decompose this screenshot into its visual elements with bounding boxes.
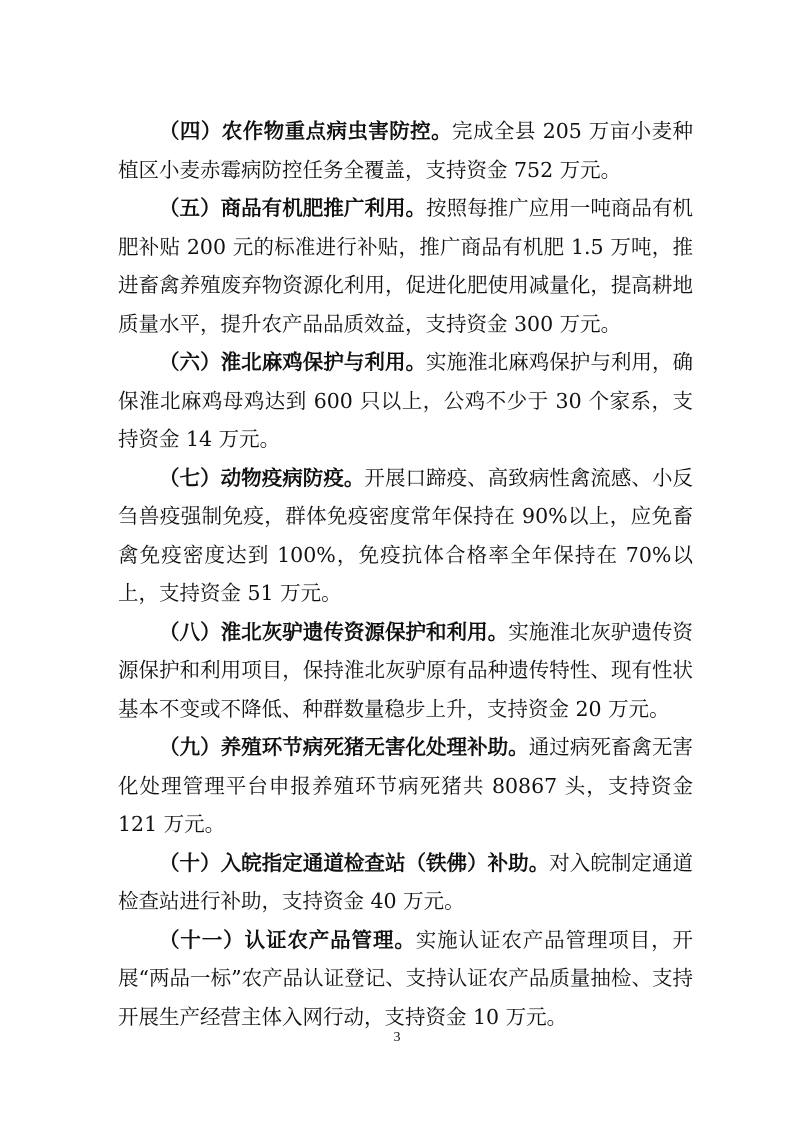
section-heading: （五）商品有机肥推广利用。 — [159, 196, 427, 220]
paragraph-text: 通过病死畜禽无害化处理管理平台申报养殖环节病死猪共 80867 头，支持资金 121 万元。 — [118, 735, 694, 836]
paragraph — [118, 459, 693, 613]
section-heading: （七）动物疫病防疫。 — [159, 465, 365, 490]
section-heading: （十一）认证农产品管理。 — [159, 927, 416, 952]
paragraph-text: 实施淮北麻鸡保护与利用，确保淮北麻鸡母鸡达到 600 只以上，公鸡不少于 30 个家系，支持资金 14 万元。 — [118, 350, 694, 451]
paragraph-text: 完成全县 205 万亩小麦种植区小麦赤霉病防控任务全覆盖，支持资金 752 万元。 — [118, 119, 693, 182]
paragraph — [118, 189, 693, 343]
paragraph-text: 实施淮北灰驴遗传资源保护和利用项目，保持淮北灰驴原有品种遗传特性、现有性状基本不变或不降低、种群数量稳步上升，支持资金 20 万元。 — [118, 619, 694, 721]
paragraph — [118, 921, 693, 1037]
paragraph — [118, 112, 693, 189]
paragraph-text: 对入皖制定通道检查站进行补助，支持资金 40 万元。 — [118, 850, 694, 913]
section-heading: （十）入皖指定通道检查站（铁佛）补助。 — [159, 850, 550, 875]
section-heading: （四）农作物重点病虫害防控。 — [159, 119, 453, 143]
section-heading: （八）淮北灰驴遗传资源保护和利用。 — [159, 619, 509, 644]
paragraph — [118, 844, 693, 921]
page-number: 3 — [393, 1030, 401, 1045]
paragraph — [118, 343, 693, 459]
paragraph — [118, 613, 693, 729]
paragraph-text: 按照每推广应用一吨商品有机肥补贴 200 元的标准进行补贴，推广商品有机肥 1.5 万吨，推进畜禽养殖废弃物资源化利用，促进化肥使用减量化，提高耕地质量水平，提升农产品品质效益，支持资金 300 万元。 — [118, 196, 694, 336]
paragraph-text: 开展口蹄疫、高致病性禽流感、小反刍兽疫强制免疫，群体免疫密度常年保持在 90%以上，应免畜禽免疫密度达到 100%，免疫抗体合格率全年保持在 70%以上，支持资金 51 万元。 — [118, 465, 694, 605]
paragraph — [118, 728, 693, 844]
document-body — [118, 112, 693, 1036]
section-heading: （九）养殖环节病死猪无害化处理补助。 — [159, 735, 529, 759]
section-heading: （六）淮北麻鸡保护与利用。 — [159, 350, 427, 374]
paragraph-text: 实施认证农产品管理项目，开展“两品一标”农产品认证登记、支持认证农产品质量抽检、支持开展生产经营主体入网行动，支持资金 10 万元。 — [118, 927, 693, 1029]
